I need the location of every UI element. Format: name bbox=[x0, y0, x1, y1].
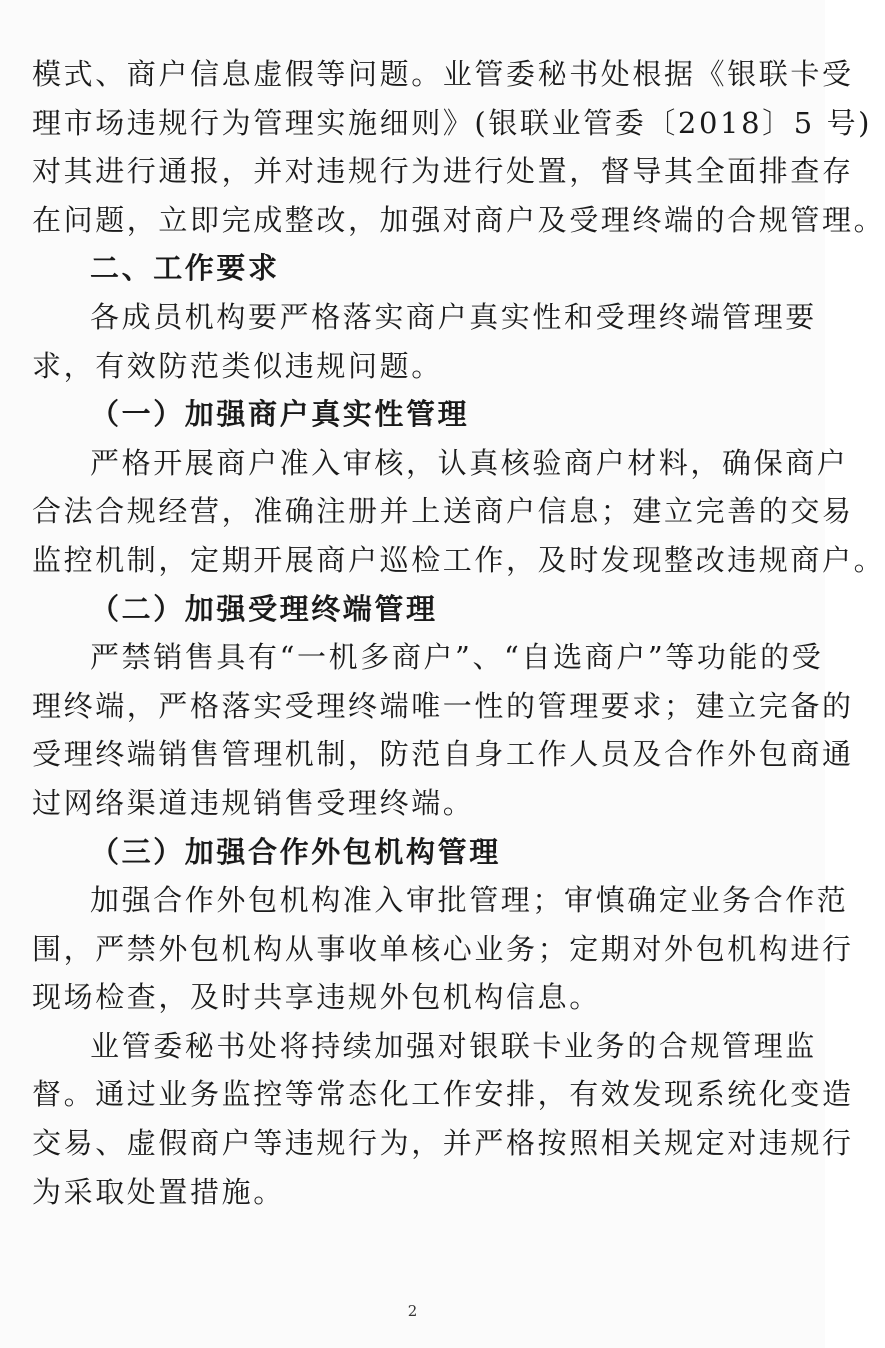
subsection-heading: （三）加强合作外包机构管理 bbox=[90, 834, 501, 869]
page-number: 2 bbox=[407, 1302, 418, 1320]
section-heading: 二、工作要求 bbox=[90, 251, 280, 286]
body-line: 在问题，立即完成整改，加强对商户及受理终端的合规管理。 bbox=[32, 202, 885, 237]
body-line: 督。通过业务监控等常态化工作安排，有效发现系统化变造 bbox=[32, 1077, 854, 1112]
body-line: 严格开展商户准入审核，认真核验商户材料，确保商户 bbox=[90, 445, 849, 480]
body-line: 加强合作外包机构准入审批管理；审慎确定业务合作范 bbox=[90, 883, 849, 918]
body-line: 受理终端销售管理机制，防范自身工作人员及合作外包商通 bbox=[32, 737, 854, 772]
body-line: 对其进行通报，并对违规行为进行处置，督导其全面排查存 bbox=[32, 154, 854, 189]
body-line: 监控机制，定期开展商户巡检工作，及时发现整改违规商户。 bbox=[32, 542, 885, 577]
body-line: 过网络渠道违规销售受理终端。 bbox=[32, 785, 475, 820]
body-line: 各成员机构要严格落实商户真实性和受理终端管理要 bbox=[90, 299, 817, 334]
body-line: 合法合规经营，准确注册并上送商户信息；建立完善的交易 bbox=[32, 494, 854, 529]
body-line: 围，严禁外包机构从事收单核心业务；定期对外包机构进行 bbox=[32, 931, 854, 966]
body-line: 模式、商户信息虚假等问题。业管委秘书处根据《银联卡受 bbox=[32, 57, 854, 91]
body-line: 交易、虚假商户等违规行为，并严格按照相关规定对违规行 bbox=[32, 1126, 854, 1161]
body-line: 理市场违规行为管理实施细则》(银联业管委〔2018〕5 号) bbox=[32, 105, 873, 140]
body-line: 现场检查，及时共享违规外包机构信息。 bbox=[32, 980, 601, 1015]
subsection-heading: （二）加强受理终端管理 bbox=[90, 591, 438, 626]
body-line: 求，有效防范类似违规问题。 bbox=[32, 348, 443, 383]
body-line: 业管委秘书处将持续加强对银联卡业务的合规管理监 bbox=[90, 1028, 817, 1063]
subsection-heading: （一）加强商户真实性管理 bbox=[90, 397, 470, 432]
document-body bbox=[32, 50, 885, 1216]
body-line: 为采取处置措施。 bbox=[32, 1174, 285, 1209]
body-line: 理终端，严格落实受理终端唯一性的管理要求；建立完备的 bbox=[32, 688, 854, 723]
body-line: 严禁销售具有“一机多商户”、“自选商户”等功能的受 bbox=[90, 640, 824, 675]
